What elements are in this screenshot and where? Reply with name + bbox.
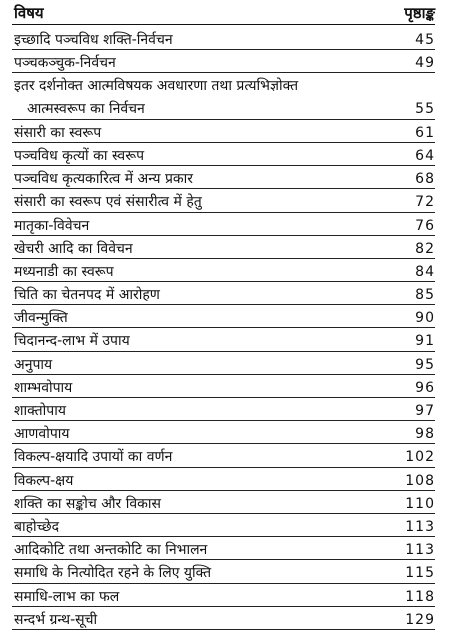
- toc-entry-page: 76: [415, 217, 435, 234]
- toc-entry-page: 129: [405, 611, 435, 628]
- toc-entry-title: आणवोपाय: [14, 426, 70, 443]
- toc-entry: [0, 120, 460, 143]
- toc-entry-page: 110: [405, 495, 435, 512]
- toc-entry-title: इच्छादि पञ्चविध शक्ति-निर्वचन: [14, 32, 173, 48]
- toc-entry-title: मध्यनाडी का स्वरूप: [14, 263, 114, 280]
- toc-entry-title: इतर दर्शनोक्त आत्मविषयक अवधारणा तथा प्रत्यभिज्ञोक्त: [14, 78, 299, 95]
- toc-entry: [0, 514, 460, 537]
- toc-entry-page: 98: [415, 426, 435, 443]
- toc-entry: [0, 305, 460, 328]
- toc-entry-page: 64: [415, 147, 435, 164]
- toc-entry-title: संसारी का स्वरूप एवं संसारीत्व में हेतु: [14, 194, 202, 211]
- toc-entry-title-block: [14, 77, 298, 118]
- toc-entry-title: विकल्प-क्षयादि उपायों का वर्णन: [14, 449, 173, 466]
- toc-entry-title: शाक्तोपाय: [14, 403, 66, 420]
- toc-entry: [0, 189, 460, 212]
- toc-entry-title: विकल्प-क्षय: [14, 472, 74, 489]
- toc-entry: [0, 444, 460, 467]
- toc-entry-title: मातृका-विवेचन: [14, 217, 90, 234]
- toc-entry-title: अनुपाय: [14, 356, 53, 373]
- toc-entry: [0, 259, 460, 282]
- toc-header: [0, 0, 460, 24]
- toc-entry-page: 113: [405, 518, 435, 535]
- toc-entry-page: 90: [415, 310, 435, 327]
- toc-entry-page: 61: [415, 124, 435, 141]
- toc-entry: [0, 236, 460, 259]
- toc-entry: [0, 468, 460, 491]
- toc-entry: [0, 73, 460, 119]
- toc-entry: [0, 584, 460, 607]
- toc-entry-title: समाधि-लाभ का फल: [14, 588, 120, 605]
- toc-entry: [0, 398, 460, 421]
- toc-entry-page: 113: [405, 542, 435, 559]
- toc-entry: [0, 143, 460, 166]
- toc-entry-title: जीवन्मुक्ति: [14, 310, 68, 327]
- toc-entry-title: खेचरी आदि का विवेचन: [14, 240, 133, 257]
- toc-entry: [0, 328, 460, 351]
- toc-entry-page: 68: [415, 171, 435, 188]
- toc-entry: [0, 213, 460, 236]
- toc-entry-title: आदिकोटि तथा अन्तकोटि का निभालन: [14, 542, 208, 559]
- toc-entry-title: पञ्चविध कृत्यकारित्व में अन्य प्रकार: [14, 171, 194, 188]
- toc-entry: [0, 50, 460, 73]
- toc-entry-page: 84: [415, 263, 435, 280]
- toc-entry: [0, 491, 460, 514]
- toc-entry-title: सन्दर्भ ग्रन्थ-सूची: [14, 611, 98, 628]
- toc-list: [0, 27, 460, 630]
- toc-entry-page: 102: [405, 449, 435, 466]
- toc-entry-page: 96: [415, 379, 435, 396]
- toc-entry-page: 72: [415, 194, 435, 211]
- toc-entry: [0, 352, 460, 375]
- toc-entry: [0, 166, 460, 189]
- toc-entry-title: शक्ति का सङ्कोच और विकास: [14, 495, 161, 512]
- toc-entry-title: चिदानन्द-लाभ में उपाय: [14, 333, 130, 350]
- toc-entry: [0, 560, 460, 583]
- toc-entry: [0, 375, 460, 398]
- toc-entry-page: 97: [415, 403, 435, 420]
- toc-entry-page: 45: [415, 32, 435, 48]
- toc-entry: [0, 537, 460, 560]
- toc-entry-title: समाधि के नित्योदित रहने के लिए युक्ति: [14, 565, 212, 582]
- toc-entry-title: संसारी का स्वरूप: [14, 124, 102, 141]
- toc-entry-title-continuation: आत्मस्वरूप का निर्वचन: [27, 101, 145, 118]
- header-divider: [12, 24, 435, 25]
- toc-entry-page: 118: [405, 588, 435, 605]
- page-column-heading: पृष्ठाङ्क: [404, 4, 435, 22]
- toc-entry-page: 95: [415, 356, 435, 373]
- subject-column-heading: विषय: [14, 4, 44, 22]
- toc-entry-title: चिति का चेतनपद में आरोहण: [14, 287, 160, 304]
- toc-entry-title: पञ्चकञ्चुक-निर्वचन: [14, 55, 116, 72]
- toc-entry-page: 91: [415, 333, 435, 350]
- toc-entry-page: 49: [415, 55, 435, 72]
- toc-entry-title: बाहोच्छेद: [14, 518, 60, 535]
- toc-entry-page: 115: [405, 565, 435, 582]
- toc-entry: [0, 282, 460, 305]
- toc-entry-page: 82: [415, 240, 435, 257]
- toc-entry-title: पञ्चविध कृत्यों का स्वरूप: [14, 147, 145, 164]
- toc-entry: [0, 27, 460, 50]
- toc-entry-page: 108: [405, 472, 435, 489]
- toc-entry-page: 55: [415, 101, 435, 118]
- toc-entry: [0, 421, 460, 444]
- toc-entry-page: 85: [415, 287, 435, 304]
- toc-entry: [0, 607, 460, 630]
- toc-entry-title: शाम्भवोपाय: [14, 379, 73, 396]
